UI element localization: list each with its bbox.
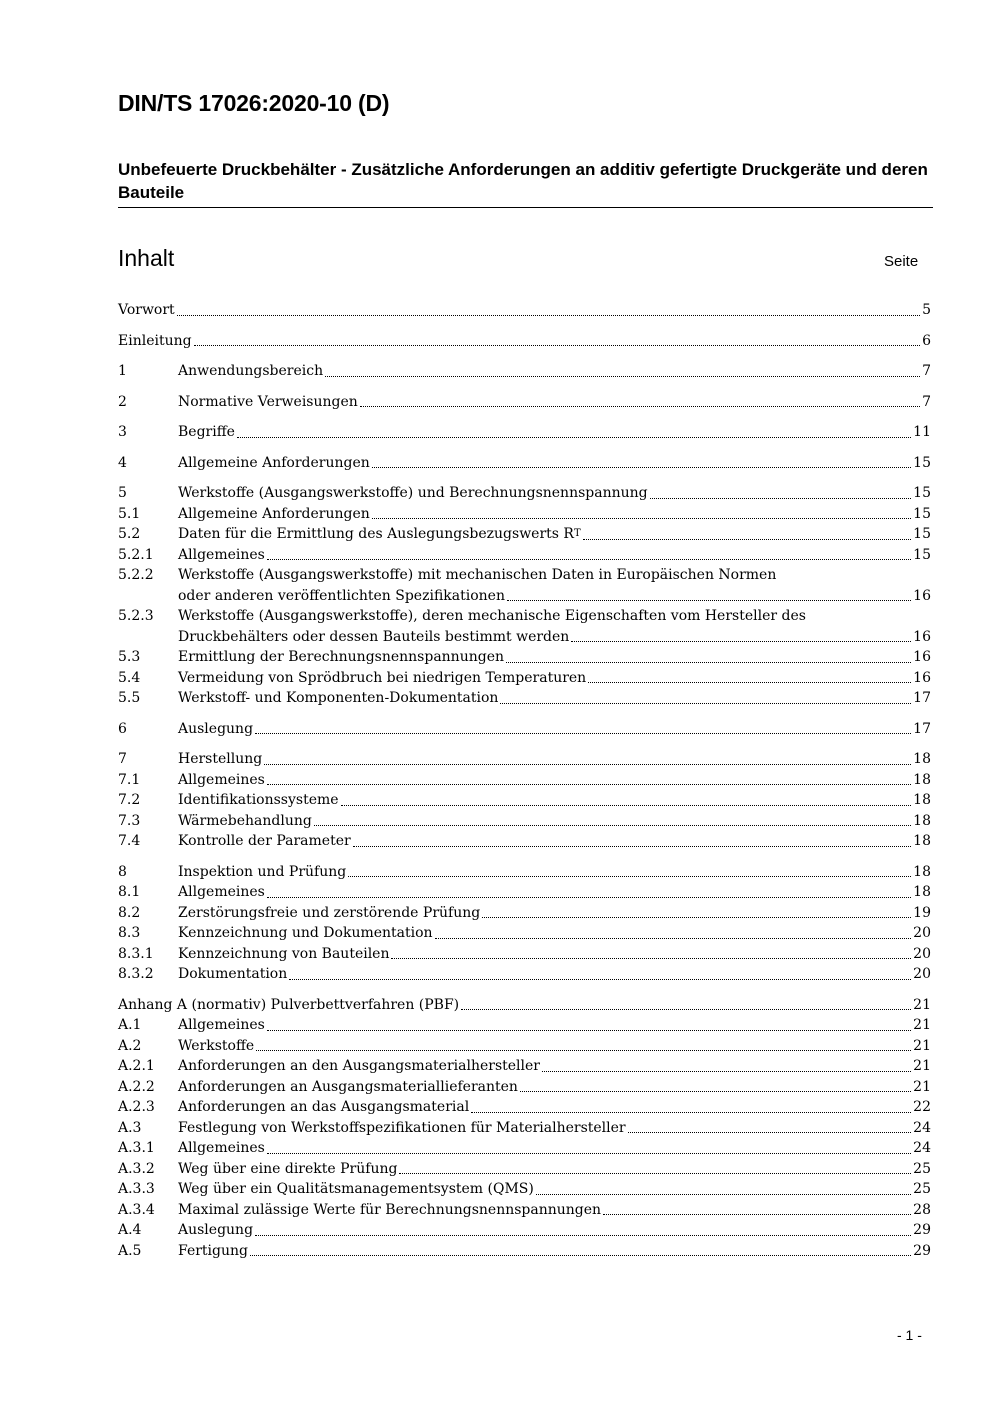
toc-entry-label[interactable]: Werkstoffe [178, 1037, 255, 1054]
dot-leader [267, 897, 911, 898]
page-column-label: Seite [884, 253, 919, 270]
toc-entry[interactable] [118, 862, 931, 883]
dot-leader [348, 876, 911, 877]
toc-group [118, 862, 931, 985]
toc-group [118, 300, 931, 321]
dot-leader [267, 784, 911, 785]
toc-entry-label[interactable]: Wärmebehandlung [178, 812, 312, 829]
toc-entry-page: 16 [913, 669, 931, 686]
toc-entry-number: A.2.2 [118, 1078, 155, 1095]
toc-entry-number: 7 [118, 751, 127, 767]
toc-entry[interactable] [118, 882, 931, 903]
dot-leader [435, 938, 912, 939]
dot-leader [542, 1071, 911, 1072]
toc-entry[interactable] [118, 392, 931, 413]
toc-entry[interactable] [118, 1179, 931, 1200]
toc-entry-number: 7.1 [118, 771, 141, 788]
toc-group [118, 392, 931, 413]
toc-entry[interactable] [118, 1036, 931, 1057]
toc-entry-page: 21 [913, 1037, 931, 1054]
toc-entry-number: 6 [118, 720, 127, 737]
toc-entry-number: 5.2 [118, 526, 141, 542]
toc-entry[interactable] [118, 300, 931, 321]
dot-leader [264, 764, 911, 765]
toc-entry-label[interactable]: Anwendungsbereich [178, 363, 324, 379]
toc-entry-page: 18 [913, 833, 931, 849]
toc-entry[interactable] [118, 1118, 931, 1139]
toc-entry-label[interactable]: Einleitung [118, 332, 192, 349]
toc-group [118, 995, 931, 1262]
toc-entry[interactable] [118, 524, 931, 545]
toc-entry-page: 20 [913, 966, 931, 982]
toc-entry[interactable] [118, 422, 931, 443]
toc-entry-number: A.3.1 [118, 1140, 155, 1156]
toc-entry-page: 16 [913, 649, 931, 665]
toc-entry-label[interactable]: Kennzeichnung von Bauteilen [178, 945, 390, 962]
dot-leader [628, 1132, 912, 1133]
dot-leader [506, 662, 911, 663]
toc-entry[interactable] [118, 361, 931, 382]
toc-entry-label[interactable]: Weg über ein Qualitätsmanagementsystem (QMS) [178, 1181, 534, 1197]
toc-entry-page: 21 [913, 1078, 931, 1095]
toc-entry-label[interactable]: Normative Verweisungen [178, 393, 358, 410]
toc-entry-page: 16 [913, 628, 931, 645]
toc-entry[interactable] [118, 647, 931, 668]
toc-entry-page: 18 [913, 792, 931, 808]
toc-entry-label[interactable]: Anhang A (normativ) Pulverbettverfahren (PBF) [118, 996, 460, 1013]
toc-entry-number: 4 [118, 454, 127, 471]
toc-entry-page: 24 [913, 1140, 931, 1156]
toc-entry-line [118, 606, 931, 627]
toc-entry-number: 8.3.2 [118, 966, 154, 982]
toc-entry-number: 5.3 [118, 649, 141, 665]
toc-entry-label[interactable]: Vermeidung von Sprödbruch bei niedrigen Temperaturen [178, 669, 587, 686]
dot-leader [583, 539, 912, 540]
toc-entry[interactable] [118, 719, 931, 740]
toc-entry-label[interactable]: Allgemeines [178, 771, 265, 788]
toc-entry[interactable] [118, 483, 931, 504]
dot-leader [267, 1030, 911, 1031]
toc-entry-page: 28 [913, 1201, 931, 1218]
dot-leader [650, 498, 912, 499]
toc-entry-page: 15 [913, 485, 931, 501]
toc-entry[interactable] [118, 688, 931, 709]
toc-entry-page: 18 [913, 863, 931, 880]
dot-leader [194, 345, 921, 346]
toc-entry-label[interactable]: Allgemeines [178, 546, 265, 563]
toc-entry-number: 5.2.1 [118, 546, 154, 563]
toc-group [118, 749, 931, 852]
toc-entry-label[interactable]: Anforderungen an Ausgangsmateriallieferanten [178, 1078, 518, 1095]
toc-entry-page: 5 [922, 302, 931, 318]
toc-entry-label[interactable]: Weg über eine direkte Prüfung [178, 1160, 398, 1177]
toc-entry[interactable] [118, 1138, 931, 1159]
toc-entry-label[interactable]: Identifikationssysteme [178, 792, 339, 808]
toc-group [118, 422, 931, 443]
dot-leader [237, 437, 911, 438]
dot-leader [325, 376, 920, 377]
toc-entry-number: A.3.4 [118, 1201, 155, 1218]
toc-entry[interactable] [118, 504, 931, 525]
toc-entry-page: 18 [913, 812, 931, 829]
toc-entry-label[interactable]: Anforderungen an das Ausgangsmaterial [178, 1099, 470, 1115]
contents-heading: Inhalt [118, 245, 175, 271]
toc-entry-number: A.2.3 [118, 1099, 155, 1115]
dot-leader [250, 1255, 911, 1256]
toc-entry-page: 15 [913, 454, 931, 471]
toc-entry-page: 21 [913, 1017, 931, 1033]
toc-entry[interactable] [118, 1077, 931, 1098]
toc-entry[interactable] [118, 627, 931, 648]
toc-entry-label[interactable]: Werkstoff- und Komponenten-Dokumentation [178, 690, 499, 706]
toc-entry-page: 7 [922, 363, 931, 379]
toc-entry[interactable] [118, 923, 931, 944]
toc-entry[interactable] [118, 331, 931, 352]
toc-entry-number: 5.2.2 [118, 567, 154, 583]
dot-leader [289, 979, 911, 980]
toc-entry-number: 8.1 [118, 884, 141, 900]
toc-entry-number: A.2.1 [118, 1058, 155, 1074]
toc-entry[interactable] [118, 1200, 931, 1221]
dot-leader [255, 733, 911, 734]
toc-entry-number: 5.4 [118, 669, 141, 686]
toc-entry-page: 19 [913, 904, 931, 921]
toc-entry-number: 5 [118, 485, 127, 501]
dot-leader [471, 1112, 911, 1113]
dot-leader [461, 1009, 911, 1010]
dot-leader [360, 406, 920, 407]
toc-entry-label[interactable]: Auslegung [178, 1222, 254, 1238]
dot-leader [391, 958, 911, 959]
toc-group [118, 361, 931, 382]
toc-entry-label[interactable]: Allgemeines [178, 1017, 265, 1033]
toc-entry-number: A.3.2 [118, 1160, 155, 1177]
toc-entry[interactable] [118, 749, 931, 770]
toc-entry[interactable] [118, 1015, 931, 1036]
toc-entry-label[interactable]: Begriffe [178, 424, 235, 440]
toc-entry-label[interactable]: Werkstoffe (Ausgangswerkstoffe), deren mechanische Eigenschaften vom Hersteller des [178, 608, 806, 624]
toc-entry-page: 18 [913, 751, 931, 767]
dot-leader [353, 846, 911, 847]
toc-group [118, 483, 931, 709]
toc-entry-number: 8.3.1 [118, 945, 154, 962]
table-of-contents [118, 300, 931, 1271]
toc-entry-page: 7 [922, 393, 931, 410]
toc-entry-page: 24 [913, 1119, 931, 1136]
toc-entry[interactable] [118, 668, 931, 689]
toc-entry[interactable] [118, 586, 931, 607]
toc-entry-page: 20 [913, 925, 931, 941]
toc-entry-label[interactable]: Ermittlung der Berechnungsnennspannungen [178, 649, 504, 665]
dot-leader [256, 1050, 911, 1051]
dot-leader [255, 1235, 911, 1236]
toc-entry-number: A.4 [118, 1222, 142, 1238]
toc-entry-page: 21 [913, 1058, 931, 1074]
toc-entry-label[interactable]: Vorwort [118, 302, 175, 318]
dot-leader [341, 805, 912, 806]
toc-entry-number: A.3 [118, 1119, 142, 1136]
toc-entry-page: 29 [913, 1222, 931, 1238]
toc-entry-label[interactable]: Maximal zulässige Werte für Berechnungsnennspannungen [178, 1201, 602, 1218]
dot-leader [482, 917, 911, 918]
toc-entry[interactable] [118, 831, 931, 852]
toc-entry-number: 2 [118, 393, 127, 410]
toc-group [118, 719, 931, 740]
toc-entry-number: 8.2 [118, 904, 141, 921]
dot-leader [588, 682, 911, 683]
toc-entry[interactable] [118, 995, 931, 1016]
toc-entry-label[interactable]: Druckbehälters oder dessen Bauteils bestimmt werden [178, 628, 570, 645]
toc-entry-number: 8.3 [118, 925, 141, 941]
toc-entry-number: A.5 [118, 1242, 142, 1259]
toc-entry-page: 18 [913, 771, 931, 788]
toc-entry-label[interactable]: Fertigung [178, 1242, 248, 1259]
toc-entry-page: 15 [913, 526, 931, 542]
document-title: DIN/TS 17026:2020-10 (D) [118, 90, 390, 116]
toc-entry-page: 17 [913, 720, 931, 737]
toc-entry-number: 3 [118, 424, 127, 440]
toc-entry-page: 20 [913, 945, 931, 962]
toc-entry[interactable] [118, 811, 931, 832]
toc-entry-page: 18 [913, 884, 931, 900]
dot-leader [520, 1091, 911, 1092]
toc-entry-number: 5.5 [118, 690, 141, 706]
dot-leader [314, 825, 911, 826]
toc-entry-page: 29 [913, 1242, 931, 1259]
toc-entry[interactable] [118, 545, 931, 566]
toc-entry-number: 1 [118, 363, 127, 379]
toc-entry-number: 7.2 [118, 792, 141, 808]
document-subtitle: Unbefeuerte Druckbehälter - Zusätzliche Anforderungen an additiv gefertigte Druckgeräte und deren Bauteile [118, 158, 933, 208]
toc-entry-label[interactable]: Festlegung von Werkstoffspezifikationen für Materialhersteller [178, 1119, 626, 1136]
toc-entry[interactable] [118, 453, 931, 474]
toc-entry[interactable] [118, 903, 931, 924]
toc-entry-label[interactable]: Allgemeines [178, 1140, 265, 1156]
toc-entry[interactable] [118, 964, 931, 985]
toc-entry[interactable] [118, 790, 931, 811]
dot-leader [571, 641, 911, 642]
toc-group [118, 331, 931, 352]
dot-leader [399, 1173, 911, 1174]
toc-entry-number: 7.3 [118, 812, 141, 829]
toc-entry-label[interactable]: Anforderungen an den Ausgangsmaterialhersteller [178, 1058, 540, 1074]
dot-leader [507, 600, 911, 601]
toc-entry-page: 17 [913, 690, 931, 706]
dot-leader [536, 1194, 911, 1195]
toc-entry-label[interactable]: Herstellung [178, 751, 263, 767]
toc-entry-number: A.1 [118, 1017, 142, 1033]
subscript-t: T [573, 528, 581, 539]
dot-leader [267, 1153, 911, 1154]
toc-entry-label[interactable]: Allgemeine Anforderungen [178, 454, 370, 471]
toc-entry-page: 15 [913, 505, 931, 522]
toc-entry-label[interactable]: Daten für die Ermittlung des Auslegungsbezugswerts R [178, 526, 574, 542]
toc-entry[interactable] [118, 1159, 931, 1180]
toc-entry-number: A.3.3 [118, 1181, 155, 1197]
toc-entry-label[interactable]: Zerstörungsfreie und zerstörende Prüfung [178, 904, 481, 921]
toc-entry-page: 25 [913, 1160, 931, 1177]
toc-entry-page: 22 [913, 1099, 931, 1115]
toc-entry-label[interactable]: Inspektion und Prüfung [178, 863, 347, 880]
toc-entry[interactable] [118, 770, 931, 791]
toc-entry-label[interactable]: Allgemeine Anforderungen [178, 505, 370, 522]
dot-leader [177, 315, 920, 316]
dot-leader [372, 467, 911, 468]
toc-entry-label[interactable]: oder anderen veröffentlichten Spezifikationen [178, 587, 505, 604]
toc-entry-page: 16 [913, 587, 931, 604]
toc-entry-number: 5.2.3 [118, 608, 154, 624]
toc-entry-label[interactable]: Kontrolle der Parameter [178, 833, 351, 849]
toc-entry-line [118, 565, 931, 586]
toc-entry-number: 7.4 [118, 833, 141, 849]
toc-entry[interactable] [118, 1056, 931, 1077]
toc-entry-label[interactable]: Kennzeichnung und Dokumentation [178, 925, 433, 941]
toc-entry-label[interactable]: Auslegung [178, 720, 254, 737]
toc-entry-label[interactable]: Dokumentation [178, 966, 288, 982]
toc-entry-label[interactable]: Werkstoffe (Ausgangswerkstoffe) und Berechnungsnennspannung [178, 485, 648, 501]
toc-group [118, 453, 931, 474]
toc-entry-number: A.2 [118, 1037, 142, 1054]
toc-entry-label[interactable]: Allgemeines [178, 884, 265, 900]
toc-entry[interactable] [118, 944, 931, 965]
toc-entry-page: 15 [913, 546, 931, 563]
dot-leader [500, 703, 911, 704]
dot-leader [603, 1214, 911, 1215]
toc-entry-number: 8 [118, 863, 127, 880]
toc-entry[interactable] [118, 1097, 931, 1118]
toc-entry-page: 21 [913, 996, 931, 1013]
page-number: - 1 - [897, 1327, 922, 1343]
dot-leader [267, 559, 911, 560]
toc-entry-page: 25 [913, 1181, 931, 1197]
toc-entry[interactable] [118, 1220, 931, 1241]
toc-entry-page: 11 [913, 424, 931, 440]
toc-entry-label[interactable]: Werkstoffe (Ausgangswerkstoffe) mit mechanischen Daten in Europäischen Normen [178, 567, 777, 583]
dot-leader [372, 518, 911, 519]
toc-entry-page: 6 [922, 332, 931, 349]
toc-entry[interactable] [118, 1241, 931, 1262]
toc-entry-number: 5.1 [118, 505, 141, 522]
